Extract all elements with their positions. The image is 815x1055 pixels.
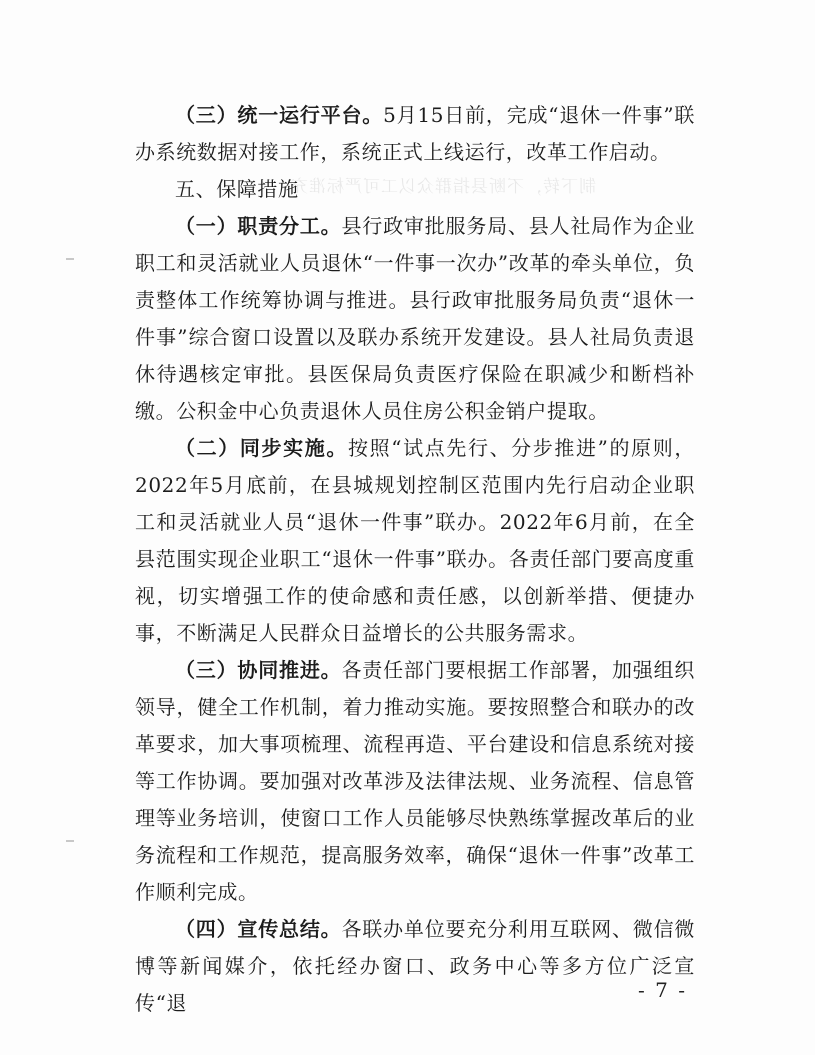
- binding-mark: [66, 840, 74, 842]
- paragraph-publicity: [135, 911, 695, 1022]
- document-body: [135, 97, 695, 1022]
- paragraph-implementation: [135, 430, 695, 652]
- paragraph-lead: （四）宣传总结。: [175, 917, 342, 941]
- paragraph-text: 按照“试点先行、分步推进”的原则，2022年5月底前，在县城规划控制区范围内先行启动企业职工和灵活就业人员“退休一件事”联办。2022年6月前，在全县范围实现企业职工“退休一件事”联办。各责任部门要高度重视，切实增强工作的使命感和责任感，以创新举措、便捷办事，不断满足人民群众日益增长的公共服务需求。: [135, 436, 695, 645]
- paragraph-lead: （三）协同推进。: [175, 658, 342, 682]
- paragraph-lead: （一）职责分工。: [175, 214, 342, 238]
- paragraph-unified-platform: [135, 97, 695, 171]
- page-number: - 7 -: [638, 978, 687, 1002]
- paragraph-coordination: [135, 652, 695, 911]
- paragraph-lead: （三）统一运行平台。: [175, 103, 384, 127]
- paragraph-responsibilities: [135, 208, 695, 430]
- section-heading: 五、保障措施: [175, 177, 299, 201]
- paragraph-text: 各联办单位要充分利用互联网、微信微博等新闻媒介，依托经办窗口、政务中心等多方位广泛宣传“退: [135, 917, 695, 1015]
- bleed-through-text: 制下转，不断县指群众以工可严标准充: [290, 177, 596, 197]
- paragraph-text: 县行政审批服务局、县人社局作为企业职工和灵活就业人员退休“一件事一次办”改革的牵头单位，负责整体工作统筹协调与推进。县行政审批服务局负责“退休一件事”综合窗口设置以及联办系统开发建设。县人社局负责退休待遇核定审批。县医保局负责医疗保险在职减少和断档补缴。公积金中心负责退休人员住房公积金销户提取。: [135, 214, 695, 423]
- paragraph-lead: （二）同步实施。: [175, 436, 348, 460]
- binding-mark: [66, 258, 74, 260]
- paragraph-text: 5月15日前，完成“退休一件事”联办系统数据对接工作，系统正式上线运行，改革工作启动。: [135, 103, 696, 164]
- paragraph-text: 各责任部门要根据工作部署，加强组织领导，健全工作机制，着力推动实施。要按照整合和联办的改革要求，加大事项梳理、流程再造、平台建设和信息系统对接等工作协调。要加强对改革涉及法律法规、业务流程、信息管理等业务培训，使窗口工作人员能够尽快熟练掌握改革后的业务流程和工作规范，提高服务效率，确保“退休一件事”改革工作顺利完成。: [135, 658, 695, 904]
